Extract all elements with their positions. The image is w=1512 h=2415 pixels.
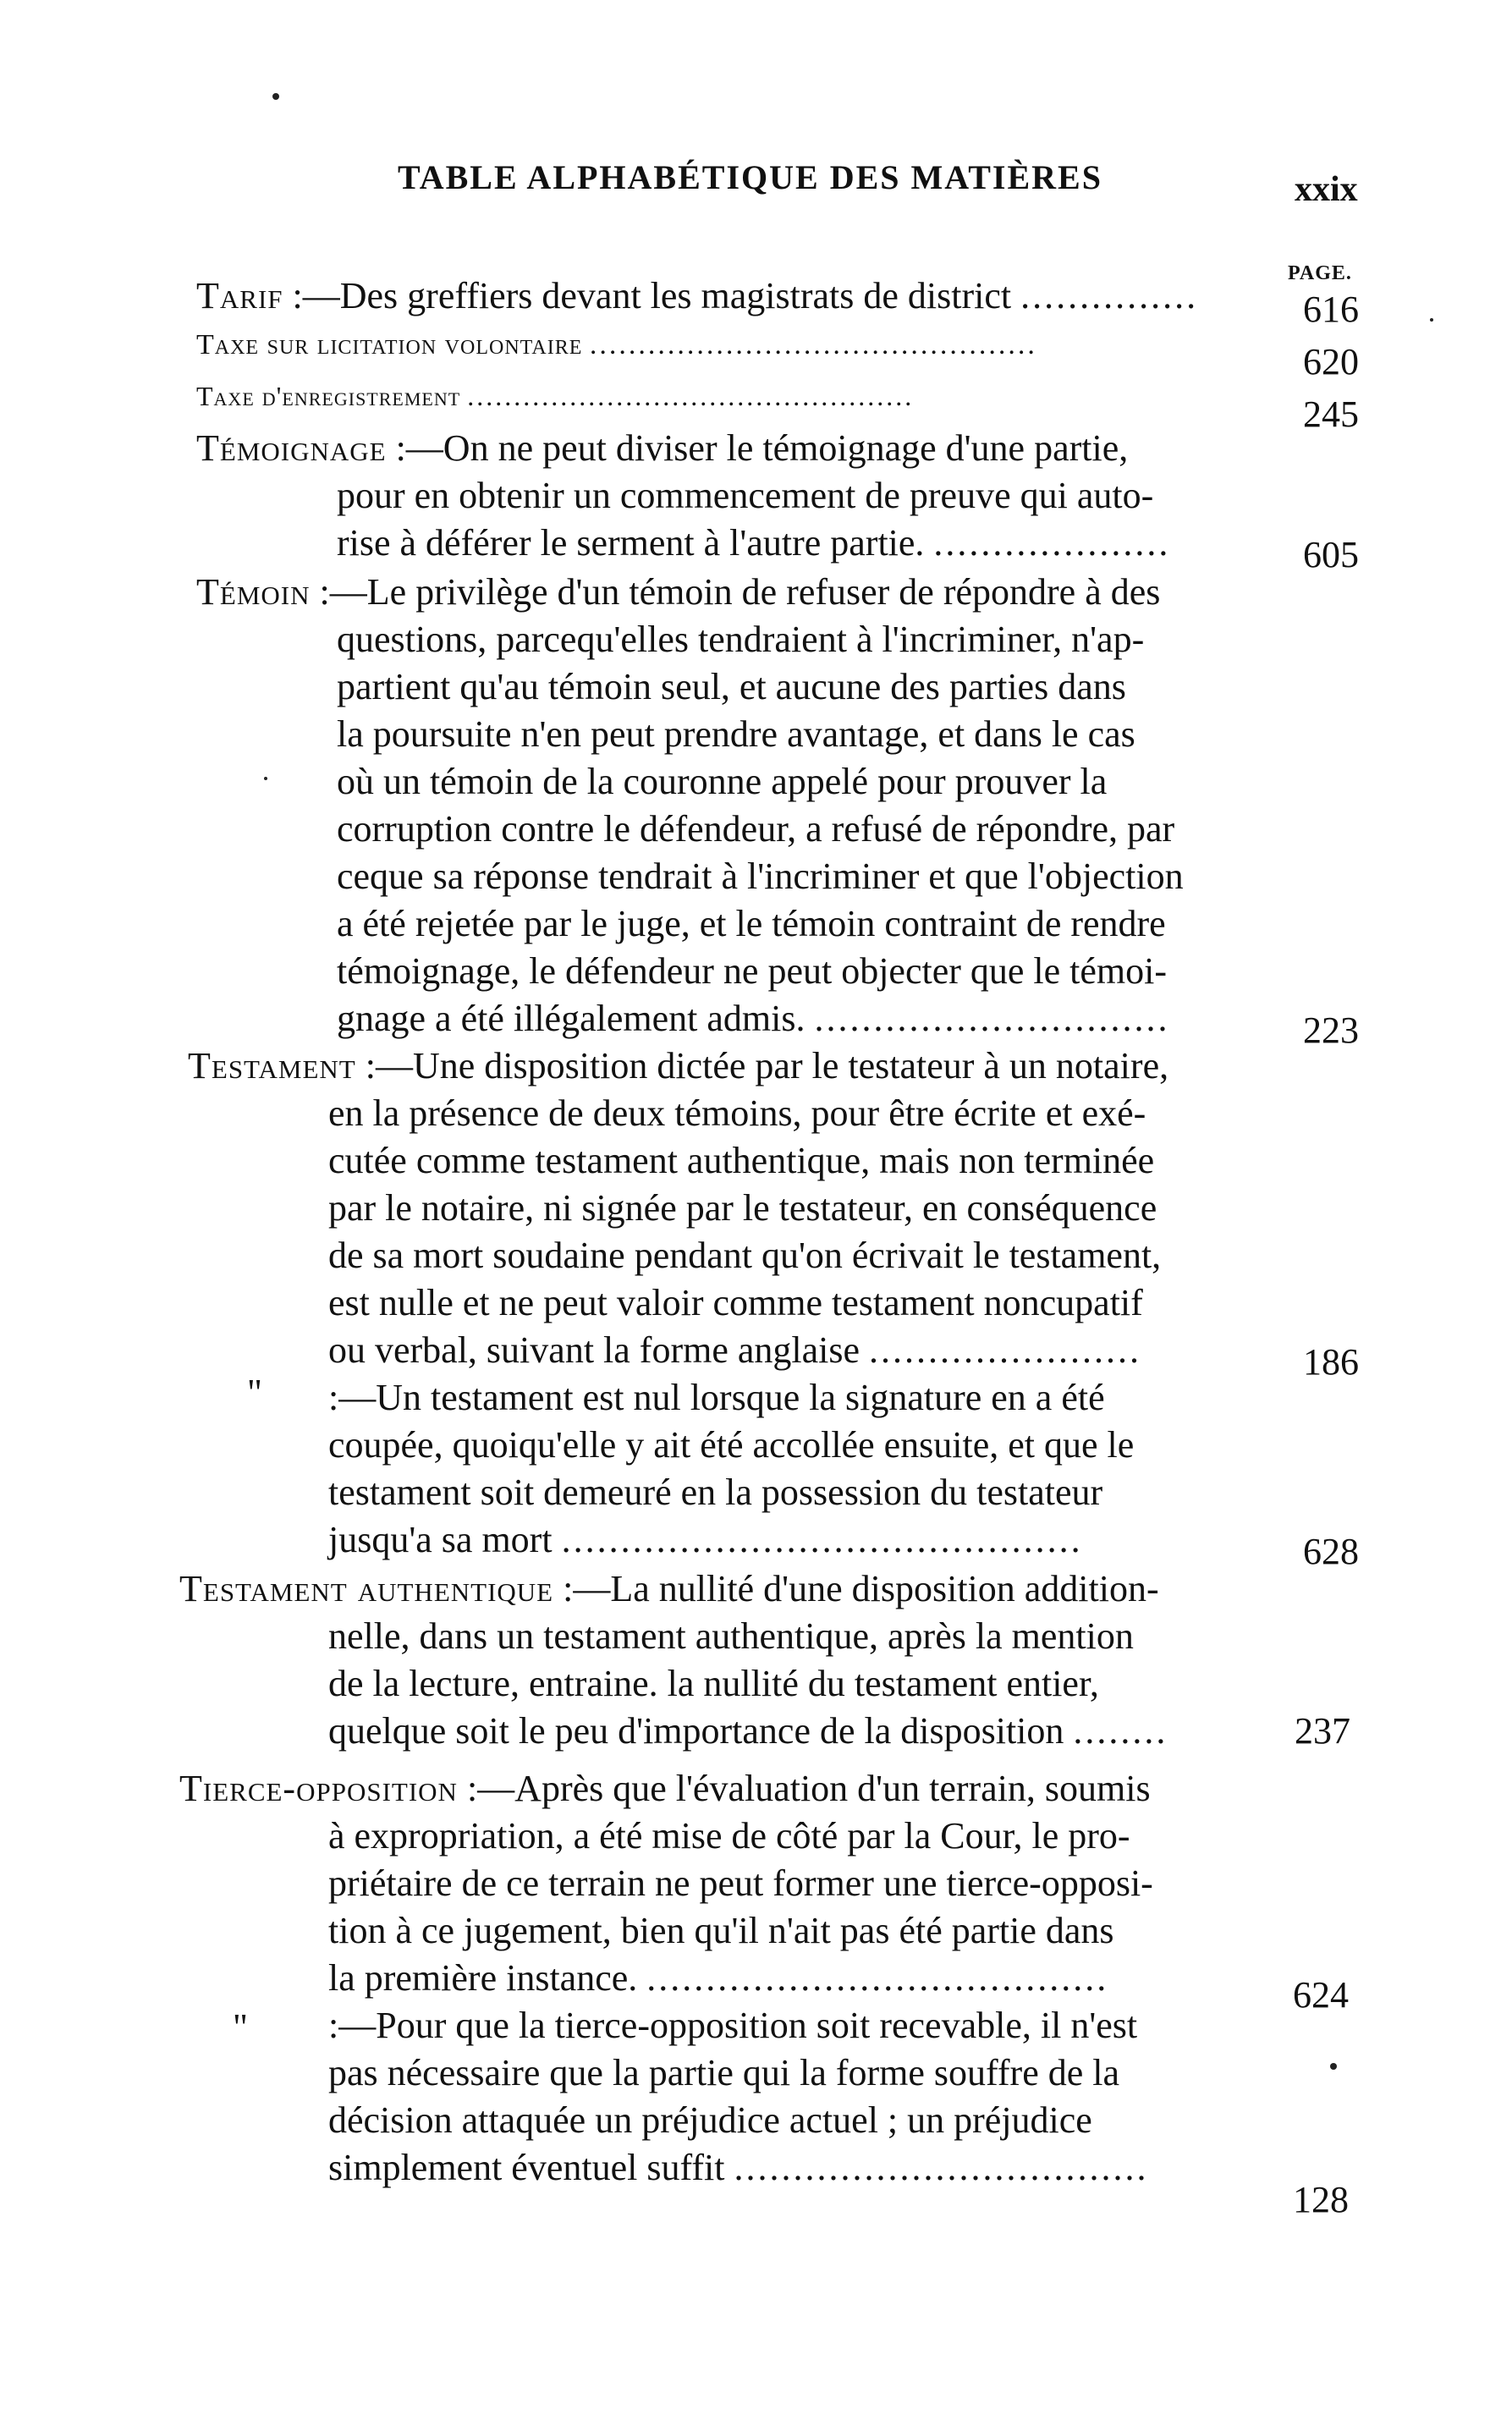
entry-line [196, 616, 1184, 663]
entry-text: rise à déférer le serment à l'autre partie. [337, 522, 925, 564]
entry-line [188, 1042, 1168, 1090]
entry-text: priétaire de ce terrain ne peut former une tierce-opposi- [328, 1862, 1153, 1904]
entry-line [188, 1232, 1168, 1279]
entry-line [179, 1708, 1168, 1755]
entry-text: jusqu'a sa mort [328, 1519, 553, 1560]
index-entry-tarif [196, 272, 1198, 320]
entry-text: ou verbal, suivant la forme anglaise [328, 1329, 860, 1371]
scan-speck [1430, 318, 1433, 322]
entry-line [179, 2002, 1153, 2049]
entry-line [188, 1137, 1168, 1185]
page-header-title: TABLE ALPHABÉTIQUE DES MATIÈRES [398, 158, 1102, 196]
entry-text: ceque sa réponse tendrait à l'incriminer et que l'objection [337, 855, 1184, 897]
entry-line [188, 1516, 1168, 1564]
entry-text: :—On ne peut diviser le témoignage d'une partie, [395, 427, 1129, 469]
entry-text: :—Une disposition dictée par le testateur à un notaire, [365, 1045, 1169, 1086]
entry-text: a été rejetée par le juge, et le témoin contraint de rendre [337, 903, 1166, 944]
entry-line [179, 1565, 1168, 1613]
entry-line [188, 1327, 1168, 1374]
page-number: xxix [1295, 170, 1358, 209]
entry-text: en la présence de deux témoins, pour être écrite et exé- [328, 1092, 1146, 1134]
entry-term: Testament authentique [179, 1568, 554, 1609]
leader-dots: ........ [1073, 1710, 1168, 1752]
entry-line [179, 2097, 1153, 2144]
entry-text: cutée comme testament authentique, mais non terminée [328, 1140, 1155, 1181]
entry-text: nelle, dans un testament authentique, après la mention [328, 1615, 1134, 1657]
entry-page-number: 186 [1303, 1341, 1359, 1383]
entry-text: :—Pour que la tierce-opposition soit recevable, il n'est [328, 2005, 1138, 2046]
entry-line [196, 806, 1184, 853]
entry-text: testament soit demeuré en la possession du testateur [328, 1472, 1103, 1513]
entry-text: la poursuite n'en peut prendre avantage, et dans le cas [337, 713, 1135, 755]
entry-text: :—La nullité d'une disposition addition- [563, 1568, 1159, 1609]
entry-text: quelque soit le peu d'importance de la disposition [328, 1710, 1064, 1752]
entry-line [196, 900, 1184, 948]
leader-dots: .............................. [814, 998, 1170, 1039]
entry-text: où un témoin de la couronne appelé pour prouver la [337, 761, 1108, 802]
entry-term: Témoignage [196, 427, 387, 469]
entry-text: de la lecture, entraine. la nullité du testament entier, [328, 1663, 1099, 1704]
entry-term: Taxe sur licitation volontaire [196, 329, 583, 360]
entry-line [188, 1422, 1168, 1469]
index-entry-testament [188, 1042, 1168, 1564]
leader-dots: .................... [933, 522, 1171, 564]
entry-text: témoignage, le défendeur ne peut objecter que le témoi- [337, 950, 1168, 992]
entry-text: :—Le privilège d'un témoin de refuser de répondre à des [319, 571, 1161, 613]
entry-text: tion à ce jugement, bien qu'il n'ait pas été partie dans [328, 1910, 1114, 1951]
ditto-mark: " [233, 2006, 248, 2048]
entry-line [179, 1660, 1168, 1708]
entry-line [188, 1185, 1168, 1232]
entry-page-number: 620 [1303, 341, 1359, 382]
entry-line [188, 1469, 1168, 1516]
entry-line [196, 853, 1184, 900]
entry-text: gnage a été illégalement admis. [337, 998, 805, 1039]
entry-line [179, 1860, 1153, 1907]
entry-text: simplement éventuel suffit [328, 2147, 725, 2188]
entry-text: est nulle et ne peut valoir comme testament noncupatif [328, 1282, 1143, 1323]
leader-dots: ....................................... [646, 1957, 1109, 1999]
index-entry-taxe-licitation [196, 322, 1037, 369]
entry-text: la première instance. [328, 1957, 638, 1999]
index-entry-temoignage [196, 425, 1170, 567]
entry-page-number: 237 [1295, 1710, 1350, 1752]
scan-speck [1330, 2063, 1337, 2070]
entry-page-number: 616 [1303, 289, 1359, 330]
entry-text: pas nécessaire que la partie qui la forme souffre de la [328, 2052, 1119, 2093]
entry-line [196, 569, 1184, 616]
index-entry-temoin [196, 569, 1184, 1042]
leader-dots: .............................................. [589, 329, 1037, 360]
scan-speck [264, 777, 267, 780]
index-entry-tierce-opposition [179, 1765, 1153, 2192]
entry-page-number: 223 [1303, 1009, 1359, 1051]
leader-dots: ................................................ [467, 381, 915, 411]
page-column-label: PAGE. [1288, 262, 1352, 284]
entry-term: Testament [188, 1045, 356, 1086]
entry-term: Taxe d'enregistrement [196, 381, 461, 411]
entry-line [196, 663, 1184, 711]
entry-line [179, 1955, 1153, 2002]
entry-text: à expropriation, a été mise de côté par la Cour, le pro- [328, 1815, 1130, 1857]
leader-dots: ................................... [734, 2147, 1149, 2188]
entry-line [196, 425, 1170, 472]
entry-text: décision attaquée un préjudice actuel ; un préjudice [328, 2099, 1092, 2141]
leader-dots: ............................................ [561, 1519, 1083, 1560]
entry-line [196, 472, 1170, 520]
entry-line [196, 995, 1184, 1042]
entry-text: partient qu'au témoin seul, et aucune des parties dans [337, 666, 1126, 707]
entry-page-number: 628 [1303, 1531, 1359, 1572]
entry-line [188, 1279, 1168, 1327]
entry-text: coupée, quoiqu'elle y ait été accollée ensuite, et que le [328, 1424, 1135, 1466]
index-entry-taxe-enregistrement [196, 372, 914, 420]
leader-dots: ....................... [869, 1329, 1142, 1371]
entry-page-number: 624 [1293, 1974, 1349, 2016]
entry-page-number: 245 [1303, 393, 1359, 435]
entry-line [179, 1613, 1168, 1660]
entry-line [196, 711, 1184, 758]
entry-line [188, 1374, 1168, 1422]
entry-line [179, 1813, 1153, 1860]
entry-line [196, 272, 1198, 320]
entry-line [179, 1765, 1153, 1813]
entry-text: :—Après que l'évaluation d'un terrain, soumis [466, 1768, 1151, 1809]
entry-text: pour en obtenir un commencement de preuve qui auto- [337, 475, 1154, 516]
entry-line [196, 758, 1184, 806]
entry-text: corruption contre le défendeur, a refusé de répondre, par [337, 808, 1175, 850]
entry-term: Témoin [196, 571, 311, 613]
entry-text: :—Un testament est nul lorsque la signature en a été [328, 1377, 1105, 1418]
index-entry-testament-authentique [179, 1565, 1168, 1755]
entry-term: Tarif [196, 275, 283, 316]
entry-term: Tierce-opposition [179, 1768, 458, 1809]
entry-line [196, 948, 1184, 995]
entry-line [188, 1090, 1168, 1137]
entry-page-number: 605 [1303, 534, 1359, 575]
entry-line [196, 322, 1037, 369]
entry-text: de sa mort soudaine pendant qu'on écrivait le testament, [328, 1235, 1162, 1276]
entry-page-number: 128 [1293, 2179, 1349, 2220]
entry-text: :—Des greffiers devant les magistrats de district [292, 275, 1012, 316]
ditto-mark: " [247, 1372, 262, 1413]
entry-line [196, 372, 914, 420]
entry-text: questions, parcequ'elles tendraient à l'incriminer, n'ap- [337, 619, 1145, 660]
leader-dots: ............... [1020, 275, 1199, 316]
entry-line [196, 520, 1170, 567]
entry-line [179, 2049, 1153, 2097]
entry-line [179, 1907, 1153, 1955]
entry-text: par le notaire, ni signée par le testateur, en conséquence [328, 1187, 1157, 1229]
scan-speck [272, 93, 279, 100]
entry-line [179, 2144, 1153, 2192]
